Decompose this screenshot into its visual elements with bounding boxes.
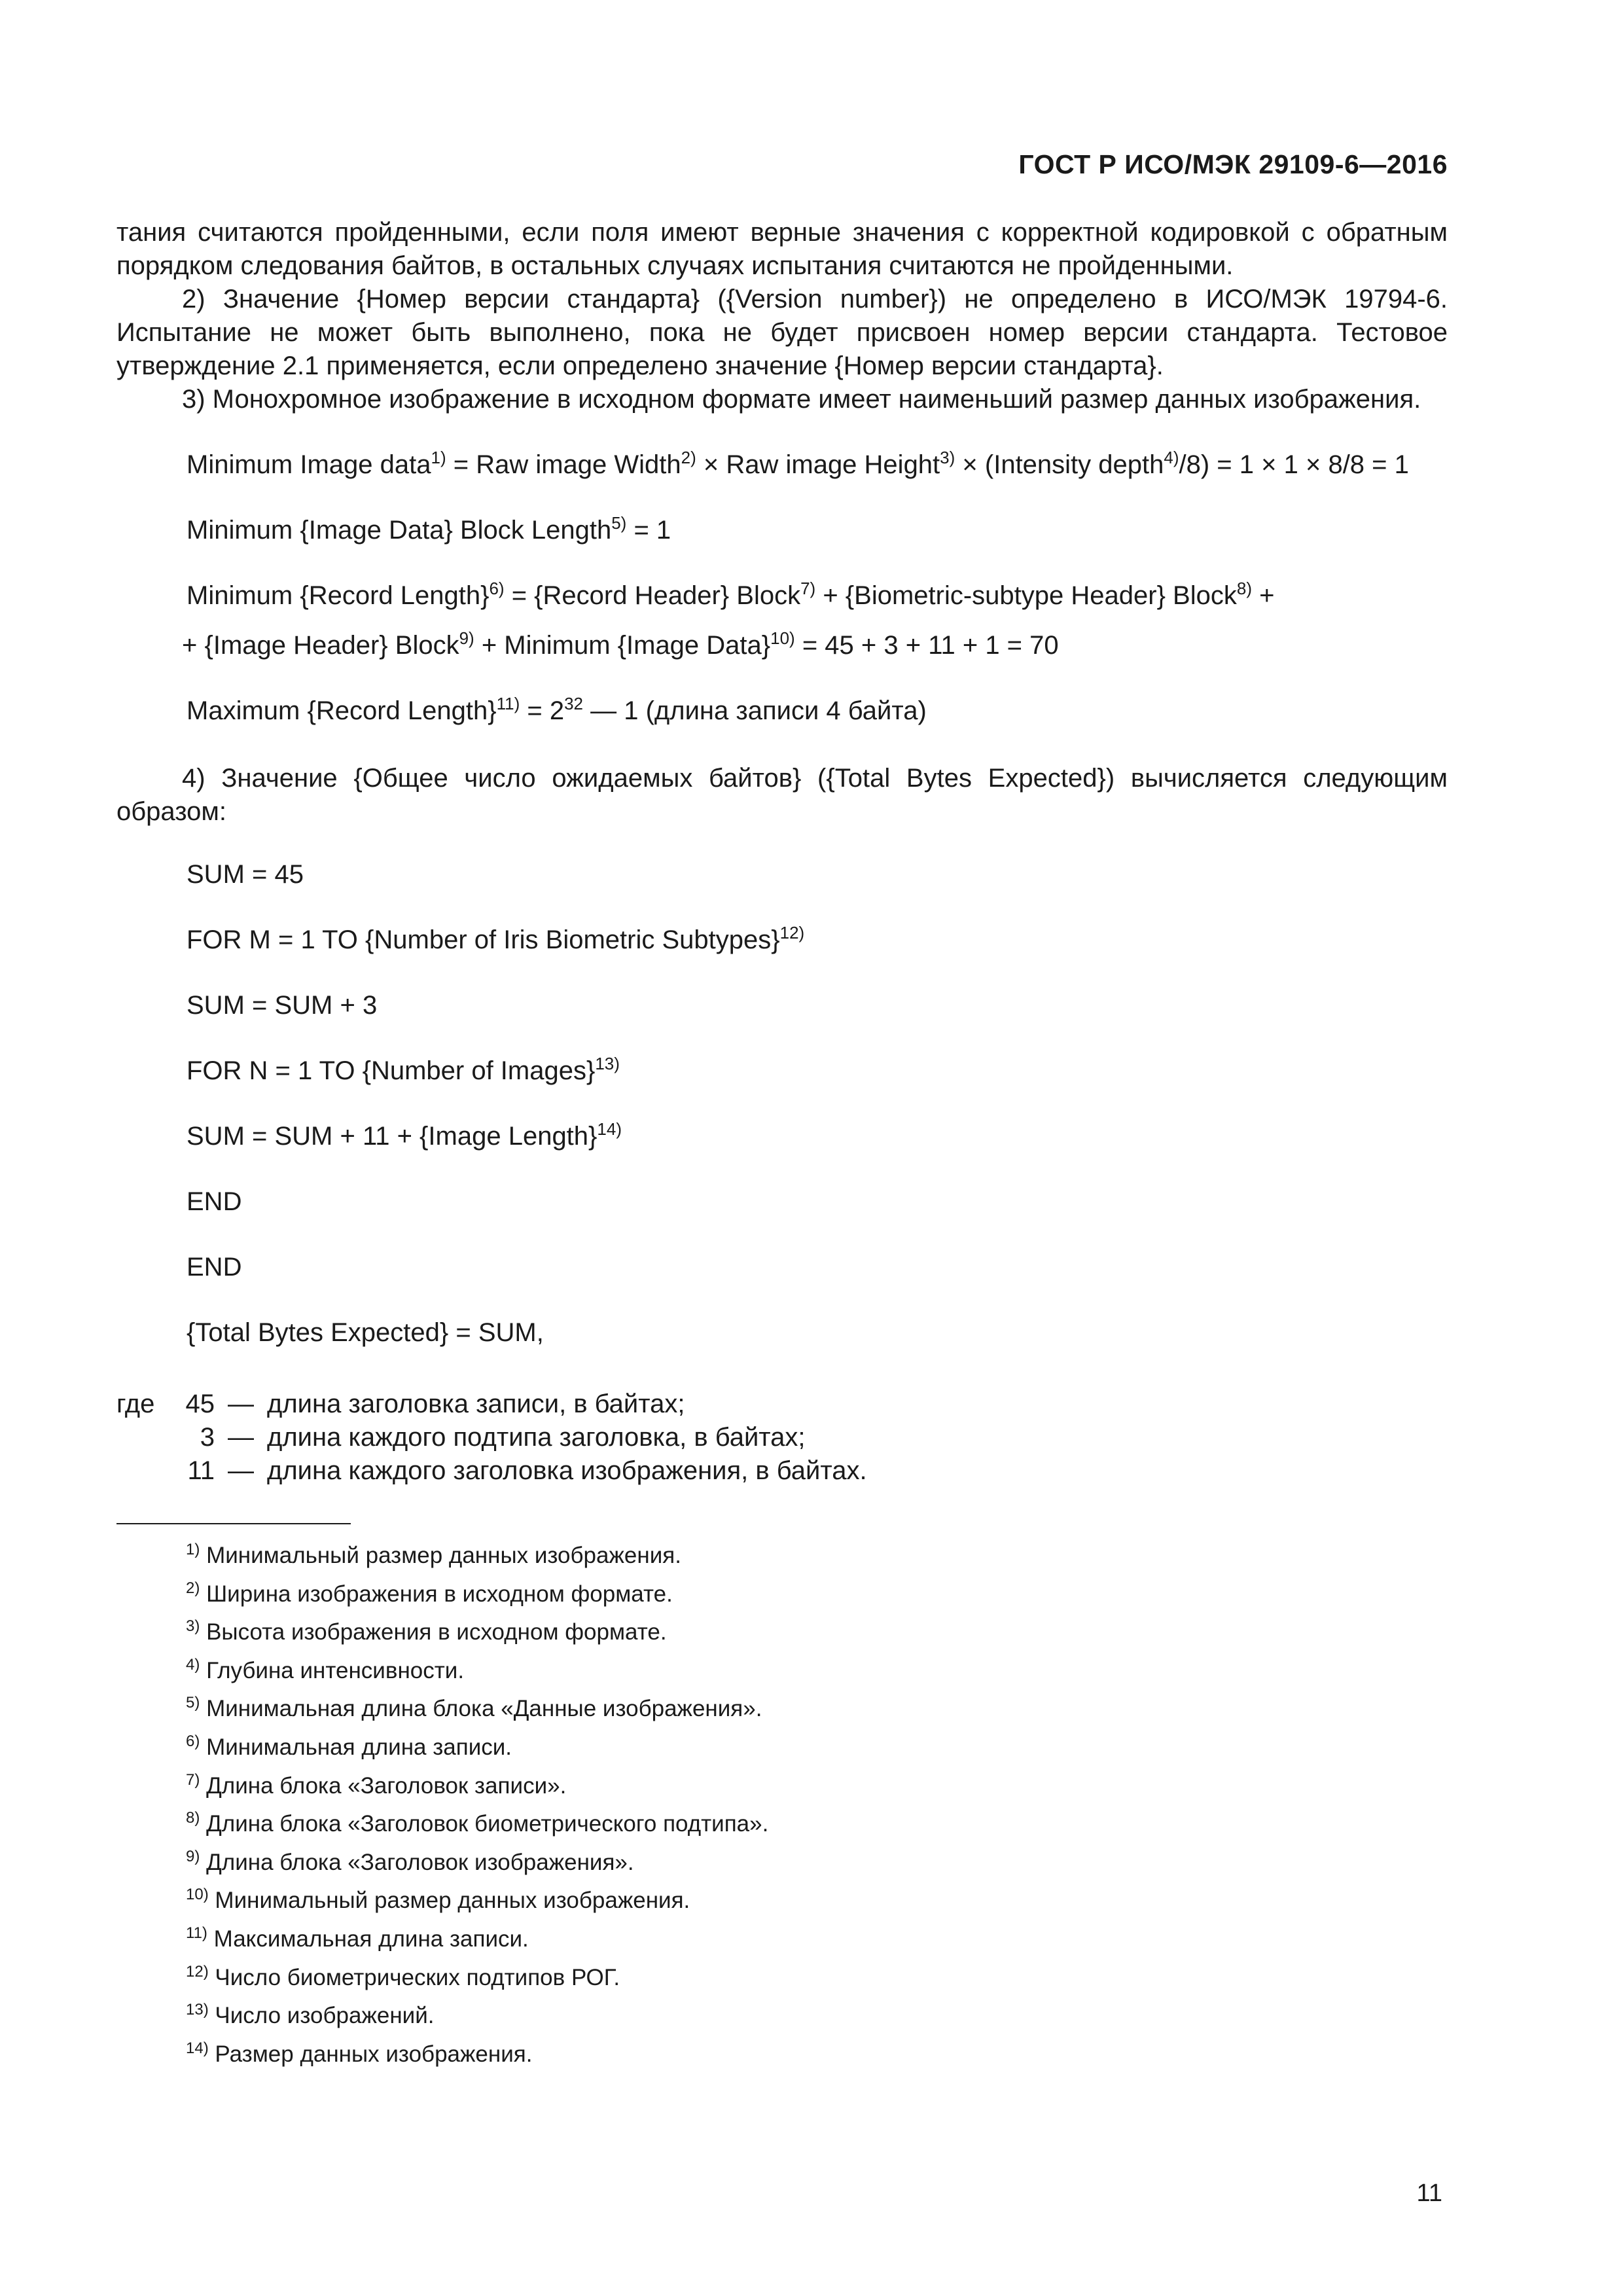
paragraph-4: 4) Значение {Общее число ожидаемых байтов} ({Total Bytes Expected}) вычисляется следующим образом: <box>116 764 1448 826</box>
code-line-4: FOR N = 1 TO {Number of Images}$^{13)}$ <box>187 1054 620 1085</box>
footnote-divider <box>116 1523 351 1524</box>
formula-block-length: Minimum {Image Data} Block Length$^{5)}$ = 1 <box>187 513 671 545</box>
code-line-8: {Total Bytes Expected} = SUM, <box>187 1318 544 1347</box>
footnote: $^{3)}$ Высота изображения в исходном формате. <box>186 1617 667 1645</box>
paragraph-continuation: тания считаются пройденными, если поля имеют верные значения с корректной кодировкой с обратным порядком следования байтов, в остальных случаях испытания считаются не пройденными. <box>116 218 1448 280</box>
footnote-ref: 12) <box>779 923 805 942</box>
footnote: $^{1)}$ Минимальный размер данных изображения. <box>186 1541 681 1568</box>
legend <box>116 1388 867 1488</box>
code-line-7: END <box>187 1253 242 1282</box>
footnote: $^{10)}$ Минимальный размер данных изображения. <box>186 1886 690 1914</box>
footnote: $^{2)}$ Ширина изображения в исходном формате. <box>186 1579 673 1607</box>
paragraph-2: 2) Значение {Номер версии стандарта} ({Version number}) не определено в ИСО/МЭК 19794-6. Испытание не может быть выполнено, пока не будет присвоен номер версии стандарта. Тестовое утверждение 2.1 применяется, если определено значение {Номер версии стандарта}. <box>116 285 1448 380</box>
code-line-6: END <box>187 1187 242 1216</box>
footnote-ref: 1) <box>431 448 446 467</box>
formula-minimum-image-data: Minimum Image data$^{1)}$ = Raw image Width$^{2)}$ × Raw image Height$^{3)}$ × (Intensity depth$^{4)}$/8) = 1 × 1 × 8/8 = 1 <box>187 448 1409 479</box>
footnote-ref: 7) <box>800 579 816 598</box>
body-text <box>116 216 1448 416</box>
footnote-ref: 5) <box>611 513 627 533</box>
footnote: $^{6)}$ Минимальная длина записи. <box>186 1732 512 1760</box>
page-number: 11 <box>1416 2179 1442 2207</box>
footnote-ref: 13) <box>595 1054 620 1073</box>
legend-lead: где <box>116 1390 155 1418</box>
code-line-3: SUM = SUM + 3 <box>187 991 378 1020</box>
legend-row: 11 — длина каждого заголовка изображения, в байтах. <box>187 1456 867 1485</box>
footnote-ref: 9) <box>459 628 474 648</box>
footnote-ref: 3) <box>940 448 955 467</box>
footnote-ref: 8) <box>1236 579 1252 598</box>
footnote-ref: 6) <box>489 579 505 598</box>
formula-minimum-record-length: Minimum {Record Length}$^{6)}$ = {Record Header} Block$^{7)}$ + {Biometric-subtype Header} Block$^{8)}$ + <box>187 579 1275 610</box>
code-line-5: SUM = SUM + 11 + {Image Length}$^{14)}$ <box>187 1119 622 1151</box>
exponent: 32 <box>564 694 583 713</box>
formula-maximum-record-length: Maximum {Record Length}$^{11)}$ = $2^{32}$ — 1 (длина записи 4 байта) <box>187 694 927 725</box>
code-line-1: SUM = 45 <box>187 860 304 889</box>
footnote: $^{11)}$ Максимальная длина записи. <box>186 1924 529 1952</box>
footnote: $^{13)}$ Число изображений. <box>186 2001 435 2029</box>
formula-minimum-record-length-continued: + {Image Header} Block$^{9)}$ + Minimum {Image Data}$^{10)}$ = 45 + 3 + 11 + 1 = 70 <box>182 628 1059 660</box>
body-text-2 <box>116 762 1448 829</box>
paragraph-3: 3) Монохромное изображение в исходном формате имеет наименьший размер данных изображения. <box>182 385 1421 414</box>
footnote: $^{4)}$ Глубина интенсивности. <box>186 1655 465 1683</box>
footnote: $^{14)}$ Размер данных изображения. <box>186 2039 533 2067</box>
footnote: $^{12)}$ Число биометрических подтипов РОГ. <box>186 1962 620 1990</box>
footnote-ref: 14) <box>597 1119 622 1139</box>
footnote-ref: 10) <box>770 628 795 648</box>
footnote-ref: 2) <box>681 448 696 467</box>
footnote-ref: 11) <box>496 694 520 713</box>
legend-row: 3 — длина каждого подтипа заголовка, в байтах; <box>200 1423 806 1452</box>
code-line-2: FOR M = 1 TO {Number of Iris Biometric Subtypes}$^{12)}$ <box>187 923 805 954</box>
footnotes <box>186 1537 768 2073</box>
footnote: $^{8)}$ Длина блока «Заголовок биометрического подтипа». <box>186 1809 769 1837</box>
footnote-ref: 4) <box>1164 448 1179 467</box>
standard-header: ГОСТ Р ИСО/МЭК 29109-6—2016 <box>1018 149 1448 179</box>
legend-row: где 45 — длина заголовка записи, в байтах; <box>116 1388 867 1421</box>
footnote: $^{9)}$ Длина блока «Заголовок изображения». <box>186 1847 634 1875</box>
footnote: $^{7)}$ Длина блока «Заголовок записи». <box>186 1770 567 1799</box>
footnote: $^{5)}$ Минимальная длина блока «Данные изображения». <box>186 1694 762 1722</box>
